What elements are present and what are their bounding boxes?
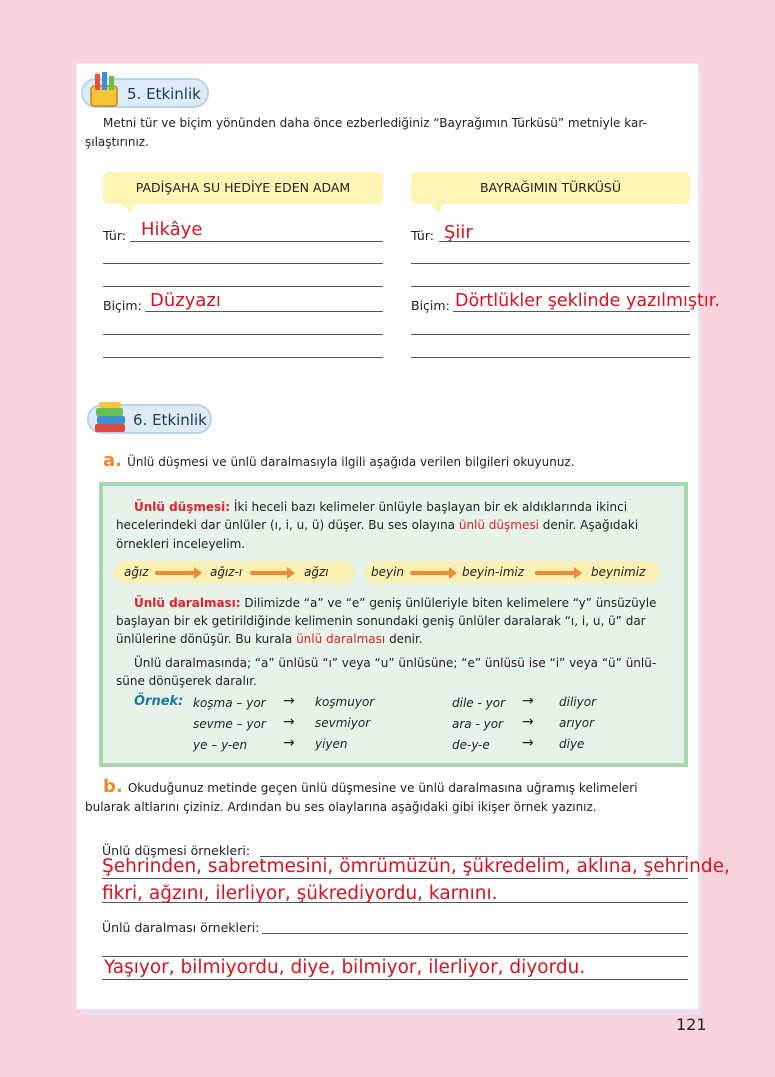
left-bicim-label: Biçim: <box>103 298 142 313</box>
example-from: sevme – yor <box>193 717 266 731</box>
example-to: yiyen <box>315 737 348 751</box>
dusme-term: ünlü düşmesi <box>458 518 539 532</box>
right-arrow-icon: → <box>522 735 534 751</box>
dusme-title: Ünlü düşmesi: <box>134 500 231 514</box>
arrow-icon <box>410 571 450 575</box>
example-from: ara - yor <box>452 717 503 731</box>
right-arrow-icon: → <box>522 714 534 730</box>
right-arrow-icon: → <box>283 693 295 709</box>
answer-line <box>130 241 383 242</box>
example-from: ye – y-en <box>193 738 248 752</box>
answer-line <box>102 979 688 980</box>
daralma-rule-line2: süne dönüşerek daralır. <box>116 674 257 688</box>
dusme-text-2a: hecelerindeki dar ünlüler (ı, i, u, ü) düşer. Bu ses olayına <box>116 518 459 532</box>
right-title-bubble <box>411 172 690 204</box>
dusme-answer-line2: fikri, ağzını, ilerliyor, şükrediyordu, karnını. <box>102 883 498 904</box>
answer-line <box>411 357 690 358</box>
right-tur-answer: Şiir <box>444 222 473 243</box>
part-b-text-1: Okuduğunuz metinde geçen ünlü düşmesine ve ünlü daralmasına uğramış kelimeleri <box>127 781 638 795</box>
example-word: ağız-ı <box>210 565 243 579</box>
part-a-text: Ünlü düşmesi ve ünlü daralmasıyla ilgili aşağıda verilen bilgileri okuyunuz. <box>127 455 575 469</box>
answer-line <box>102 878 688 879</box>
example-to: diliyor <box>559 695 596 709</box>
page-number: 121 <box>676 1015 707 1034</box>
answer-line <box>145 311 383 312</box>
answer-line <box>411 286 690 287</box>
example-from: de-y-e <box>452 738 490 752</box>
part-b <box>103 776 638 798</box>
daralma-text-3a: ünlülerine dönüşür. Bu kurala <box>116 632 297 646</box>
example-to: sevmiyor <box>315 716 371 730</box>
answer-line <box>411 334 690 335</box>
example-word: ağız <box>124 565 149 579</box>
answer-line <box>103 286 383 287</box>
part-a <box>103 450 575 472</box>
example-word: beyin <box>371 565 405 579</box>
pencil-cup-icon <box>87 72 123 117</box>
activity-6-badge <box>87 404 212 434</box>
right-arrow-icon: → <box>522 693 534 709</box>
right-bicim-answer: Dörtlükler şeklinde yazılmıştır. <box>455 291 720 311</box>
part-b-letter: b. <box>103 776 123 797</box>
example-from: koşma – yor <box>193 696 266 710</box>
daralma-text-1: Dilimizde “a” ve “e” geniş ünlüleriyle biten kelimelere “y” ünsüzüyle <box>240 596 657 610</box>
left-bicim-answer: Düzyazı <box>150 290 221 311</box>
answer-line <box>439 241 690 242</box>
daralma-text-3b: denir. <box>385 632 423 646</box>
example-to: diye <box>559 737 585 751</box>
daralma-definition-line3 <box>116 630 423 649</box>
part-a-letter: a. <box>103 450 122 471</box>
answer-line <box>103 334 383 335</box>
example-word: ağzı <box>304 565 329 579</box>
part-b-text-2: bularak altlarını çiziniz. Ardından bu ses olaylarına aşağıdaki gibi ikişer örnek yazınız. <box>85 800 597 814</box>
daralma-term: ünlü daralması <box>296 632 386 646</box>
daralma-definition-line2: başlayan bir ek getirildiğinde kelimenin sonundaki geniş ünlüler daralarak “ı, i, u, ü” dar <box>116 614 646 628</box>
dusme-definition-line1 <box>134 498 627 517</box>
daralma-answer: Yaşıyor, bilmiyordu, diye, bilmiyor, ilerliyor, diyordu. <box>104 957 586 978</box>
answer-line <box>103 357 383 358</box>
right-tur-label: Tür: <box>411 228 434 243</box>
example-to: koşmuyor <box>315 695 375 709</box>
dusme-definition-line2 <box>116 516 638 535</box>
dusme-text-1: İki heceli bazı kelimeler ünlüyle başlayan bir ek aldıklarında ikinci <box>230 500 628 514</box>
right-text-title: BAYRAĞIMIN TÜRKÜSÜ <box>479 180 622 195</box>
arrow-icon <box>535 571 575 575</box>
left-text-title: PADİŞAHA SU HEDİYE EDEN ADAM <box>135 180 351 195</box>
answer-line <box>262 933 688 934</box>
answer-line <box>103 263 383 264</box>
answer-line <box>102 902 688 903</box>
dusme-definition-line3: örnekleri inceleyelim. <box>116 537 246 551</box>
right-arrow-icon: → <box>283 735 295 751</box>
daralma-title: Ünlü daralması: <box>134 596 241 610</box>
dusme-answer-line1: Şehrinden, sabretmesini, ömrümüzün, şükredelim, aklına, şehrinde, <box>102 856 730 877</box>
example-word: beynimiz <box>591 565 646 579</box>
daralma-rule-line1: Ünlü daralmasında; “a” ünlüsü “ı” veya “u” ünlüsüne; “e” ünlüsü ise “i” veya “ü” ünlü- <box>134 656 657 670</box>
example-word: beyin-imiz <box>462 565 525 579</box>
dusme-examples-label: Ünlü düşmesi örnekleri: <box>102 843 251 858</box>
left-title-bubble <box>103 172 383 204</box>
answer-line <box>453 311 690 312</box>
ornek-label: Örnek: <box>134 694 184 709</box>
activity-5-title: 5. Etkinlik <box>127 85 201 103</box>
daralma-examples-label: Ünlü daralması örnekleri: <box>102 920 260 935</box>
books-icon <box>93 402 129 443</box>
activity-5-instruction: Metni tür ve biçim yönünden daha önce ezberlediğiniz “Bayrağımın Türküsü” metniyle kar- <box>103 116 647 130</box>
activity-5-badge <box>81 78 209 108</box>
daralma-definition-line1 <box>134 594 657 613</box>
right-arrow-icon: → <box>283 714 295 730</box>
arrow-icon <box>250 571 288 575</box>
example-from: dile - yor <box>452 696 506 710</box>
left-tur-label: Tür: <box>103 228 126 243</box>
arrow-icon <box>155 571 195 575</box>
right-bicim-label: Biçim: <box>411 298 450 313</box>
answer-line <box>411 263 690 264</box>
activity-6-title: 6. Etkinlik <box>133 411 207 429</box>
example-to: arıyor <box>559 716 594 730</box>
dusme-text-2b: denir. Aşağıdaki <box>538 518 639 532</box>
left-tur-answer: Hikâye <box>141 219 203 240</box>
activity-5-instruction-cont: şılaştırınız. <box>85 135 149 149</box>
